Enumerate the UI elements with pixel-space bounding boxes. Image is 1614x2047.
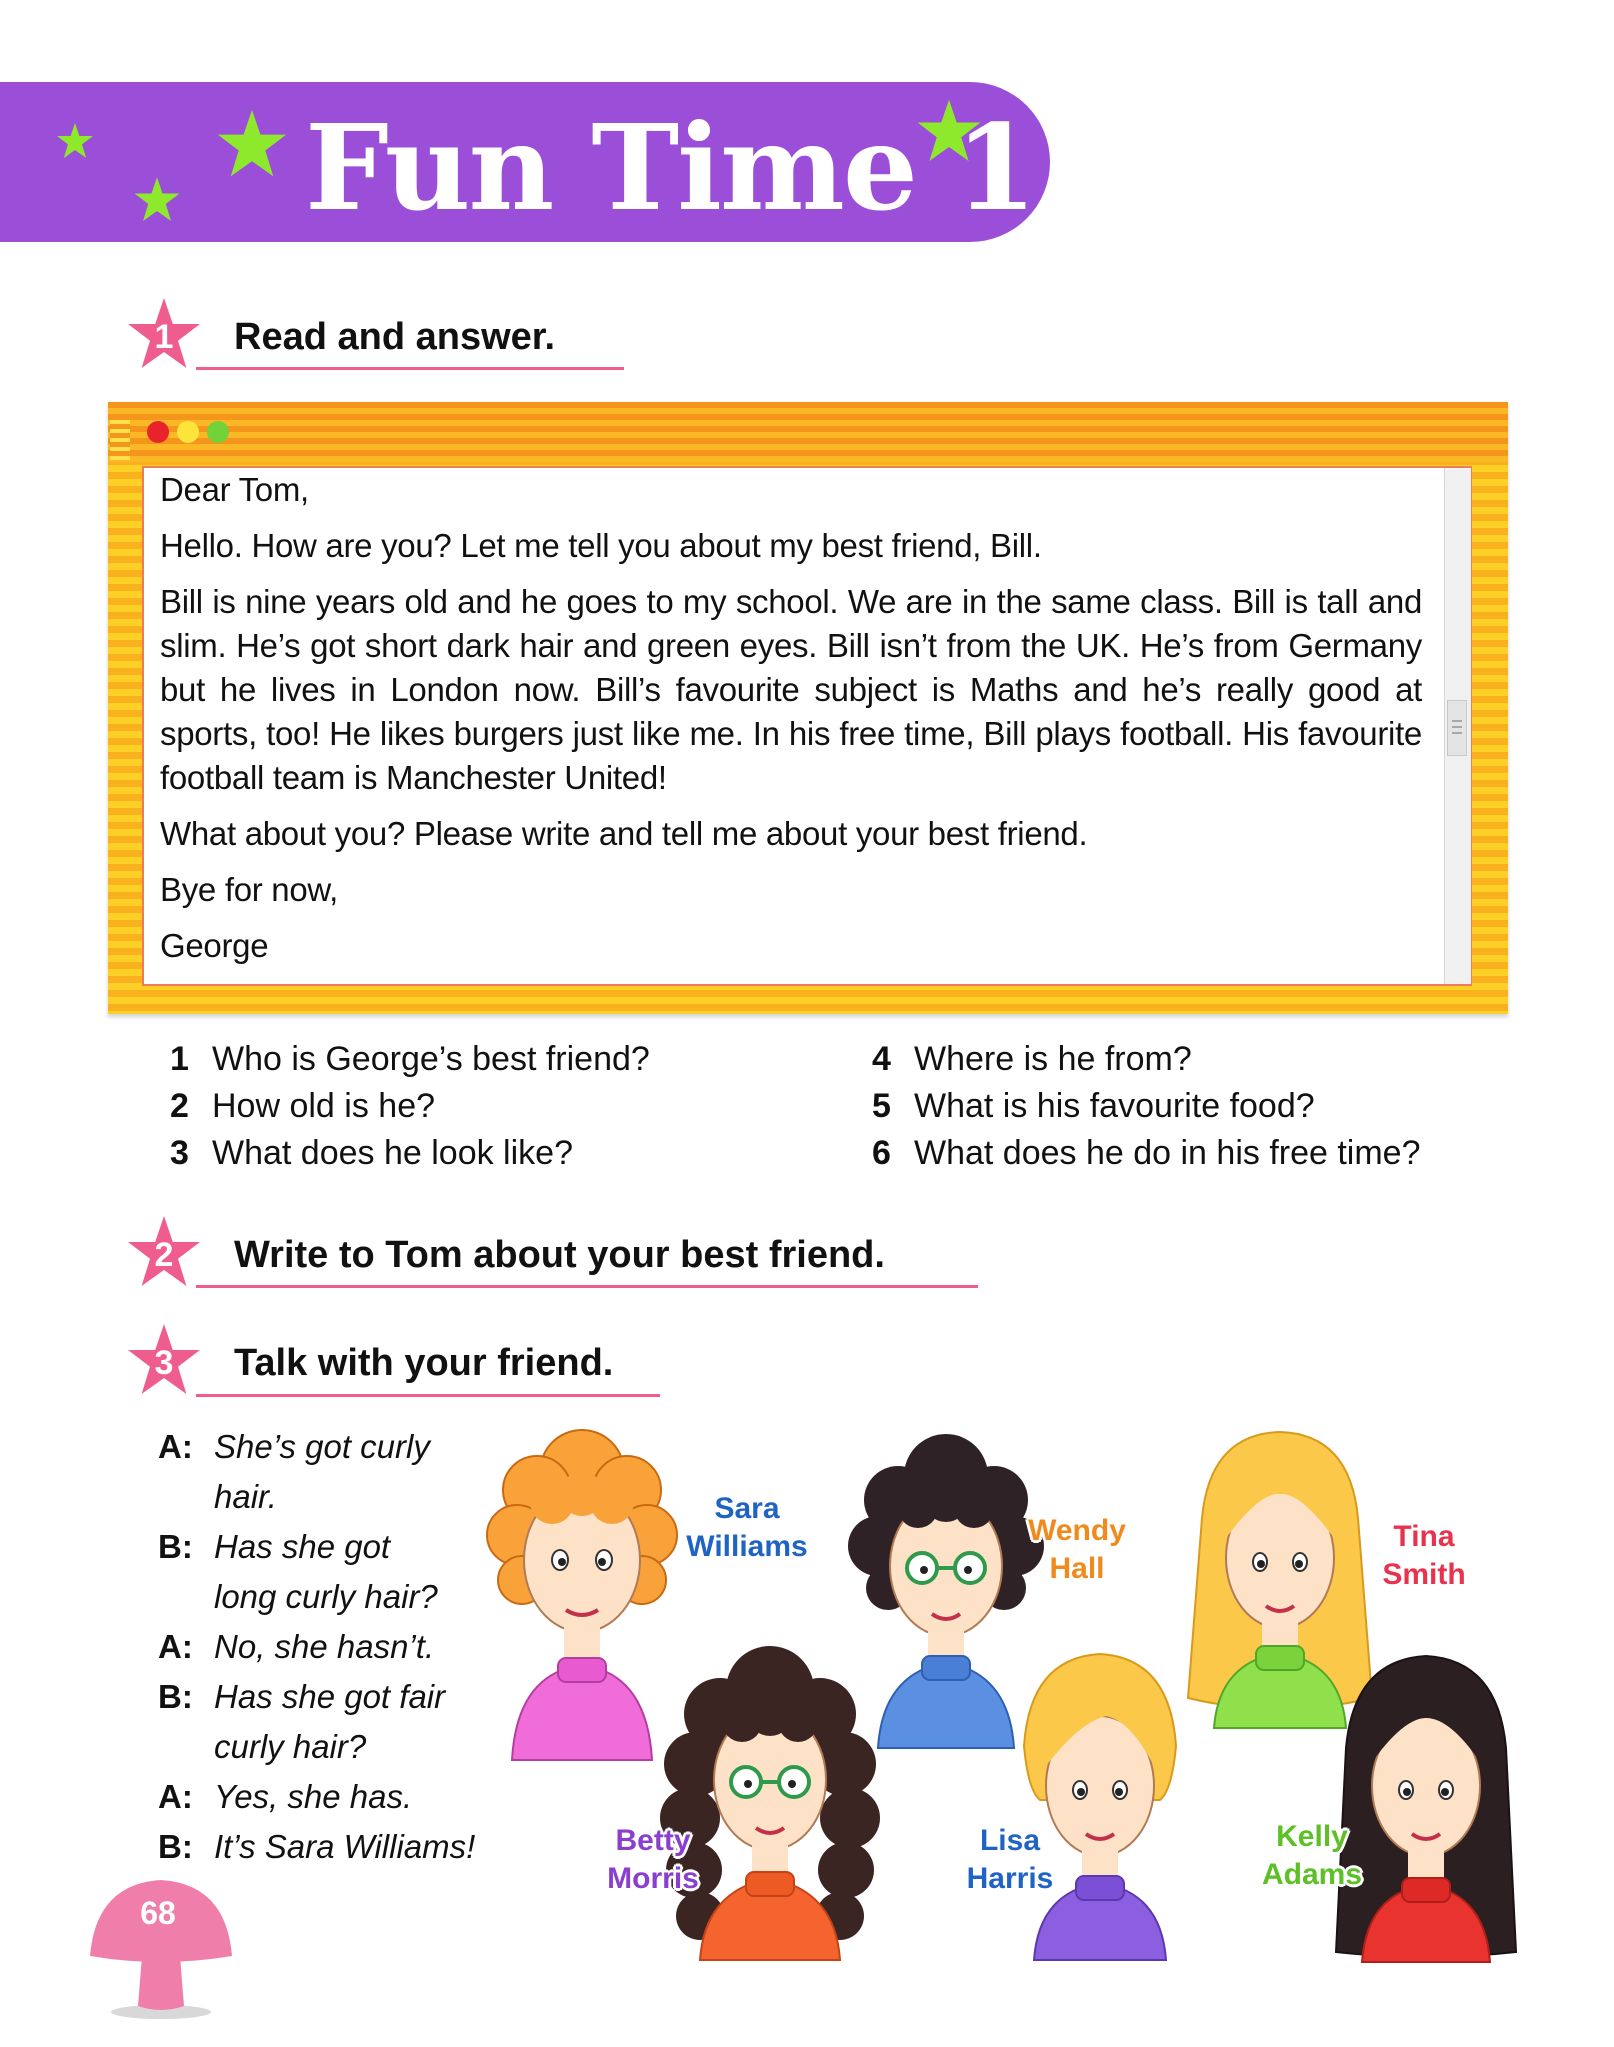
dialogue-line	[158, 1678, 445, 1716]
section-underline	[196, 1285, 978, 1288]
dialogue-speaker: B:	[158, 1828, 193, 1865]
dialogue-line	[158, 1478, 277, 1516]
question-item	[170, 1040, 650, 1079]
lisa-harris-illustration	[1010, 1650, 1190, 1960]
question-text: What does he do in his free time?	[914, 1134, 1421, 1172]
letter-text	[160, 468, 1422, 980]
character-label	[950, 1822, 1070, 1898]
dialogue-text: It’s Sara Williams!	[214, 1828, 476, 1865]
question-number: 1	[170, 1040, 189, 1078]
dialogue-speaker: B:	[158, 1528, 193, 1565]
question-text: What is his favourite food?	[914, 1087, 1315, 1125]
letter-paragraph: Hello. How are you? Let me tell you about my best friend, Bill.	[160, 527, 1042, 564]
question-text: Where is he from?	[914, 1040, 1192, 1078]
dialogue-text: curly hair?	[214, 1728, 367, 1765]
question-number: 4	[872, 1040, 891, 1078]
character-label	[588, 1822, 718, 1898]
dialogue-speaker: A:	[158, 1628, 193, 1665]
dialogue-line	[158, 1628, 434, 1666]
maximize-dot-icon	[207, 421, 229, 443]
dialogue-text: She’s got curly	[214, 1428, 430, 1465]
dialogue-line	[158, 1528, 390, 1566]
star-icon	[214, 108, 290, 184]
character-last-name: Adams	[1261, 1858, 1363, 1891]
betty-morris-illustration	[660, 1640, 880, 1960]
section-number: 1	[154, 318, 174, 356]
question-number: 2	[170, 1087, 189, 1125]
dialogue-line	[158, 1828, 475, 1866]
section-number: 2	[154, 1236, 174, 1274]
dialogue-line	[158, 1778, 412, 1816]
dialogue-line	[158, 1428, 430, 1466]
question-text: Who is George’s best friend?	[212, 1040, 650, 1078]
section-underline	[196, 367, 624, 370]
dialogue-text: Yes, she has.	[214, 1778, 413, 1815]
question-item	[872, 1040, 1192, 1079]
section-underline	[196, 1394, 660, 1397]
question-item	[872, 1087, 1315, 1126]
star-icon	[55, 122, 95, 162]
dialogue-text: No, she hasn’t.	[214, 1628, 435, 1665]
dialogue-text: Has she got fair	[214, 1678, 446, 1715]
section-title: Read and answer.	[234, 316, 556, 358]
question-number: 5	[872, 1087, 891, 1125]
scroll-grip-icon	[1452, 732, 1462, 734]
question-item	[170, 1134, 573, 1173]
page-title: Fun Time 1	[305, 98, 1036, 237]
character-first-name: Sara	[714, 1492, 780, 1525]
sara-williams-illustration	[482, 1420, 682, 1760]
question-item	[872, 1134, 1421, 1173]
question-number: 3	[170, 1134, 189, 1172]
character-first-name: Tina	[1393, 1520, 1455, 1553]
character-label	[1242, 1818, 1382, 1894]
dialogue-line	[158, 1728, 366, 1766]
question-text: How old is he?	[212, 1087, 436, 1125]
letter-closing: Bye for now,	[160, 871, 338, 908]
section-title: Write to Tom about your best friend.	[234, 1234, 885, 1276]
dialogue-speaker: A:	[158, 1778, 193, 1815]
dialogue-text: hair.	[214, 1478, 277, 1515]
star-icon	[132, 176, 182, 226]
character-first-name: Kelly	[1276, 1820, 1348, 1853]
kelly-adams-illustration	[1328, 1652, 1524, 1962]
dialogue-text: long curly hair?	[214, 1578, 438, 1615]
letter-paragraph: Bill is nine years old and he goes to my school. We are in the same class. Bill is tall and slim. He’s got short dark hair and green eyes. Bill isn’t from the UK. He’s from Germany but he lives in London now. Bill’s favourite subject is Maths and he’s really good at sports, too! He likes burgers just like me. In his free time, Bill plays football. His favourite football team is Manchester United!	[160, 583, 1422, 796]
window-title-bar	[108, 402, 1508, 462]
character-last-name: Morris	[607, 1862, 699, 1895]
question-number: 6	[872, 1134, 891, 1172]
window-grip	[110, 420, 130, 460]
character-label	[1002, 1512, 1152, 1588]
mushroom-icon	[86, 1870, 236, 2020]
scroll-thumb[interactable]	[1447, 700, 1467, 756]
question-text: What does he look like?	[212, 1134, 573, 1172]
character-label	[662, 1490, 832, 1566]
dialogue-speaker: B:	[158, 1678, 193, 1715]
character-last-name: Smith	[1382, 1558, 1466, 1591]
letter-greeting: Dear Tom,	[160, 471, 309, 508]
character-first-name: Betty	[615, 1824, 691, 1857]
character-last-name: Williams	[686, 1530, 808, 1563]
section-title: Talk with your friend.	[234, 1342, 614, 1384]
character-first-name: Lisa	[979, 1824, 1041, 1857]
character-first-name: Wendy	[1028, 1514, 1126, 1547]
close-dot-icon	[147, 421, 169, 443]
character-last-name: Harris	[966, 1862, 1054, 1895]
question-item	[170, 1087, 435, 1126]
dialogue-speaker: A:	[158, 1428, 193, 1465]
minimize-dot-icon	[177, 421, 199, 443]
character-last-name: Hall	[1049, 1552, 1105, 1585]
character-label	[1354, 1518, 1494, 1594]
letter-signature: George	[160, 927, 269, 964]
dialogue-line	[158, 1578, 438, 1616]
scroll-grip-icon	[1452, 720, 1462, 722]
section-number: 3	[154, 1344, 174, 1382]
letter-paragraph: What about you? Please write and tell me about your best friend.	[160, 815, 1088, 852]
scroll-grip-icon	[1452, 726, 1462, 728]
dialogue-text: Has she got	[214, 1528, 391, 1565]
page-number: 68	[140, 1895, 176, 1931]
